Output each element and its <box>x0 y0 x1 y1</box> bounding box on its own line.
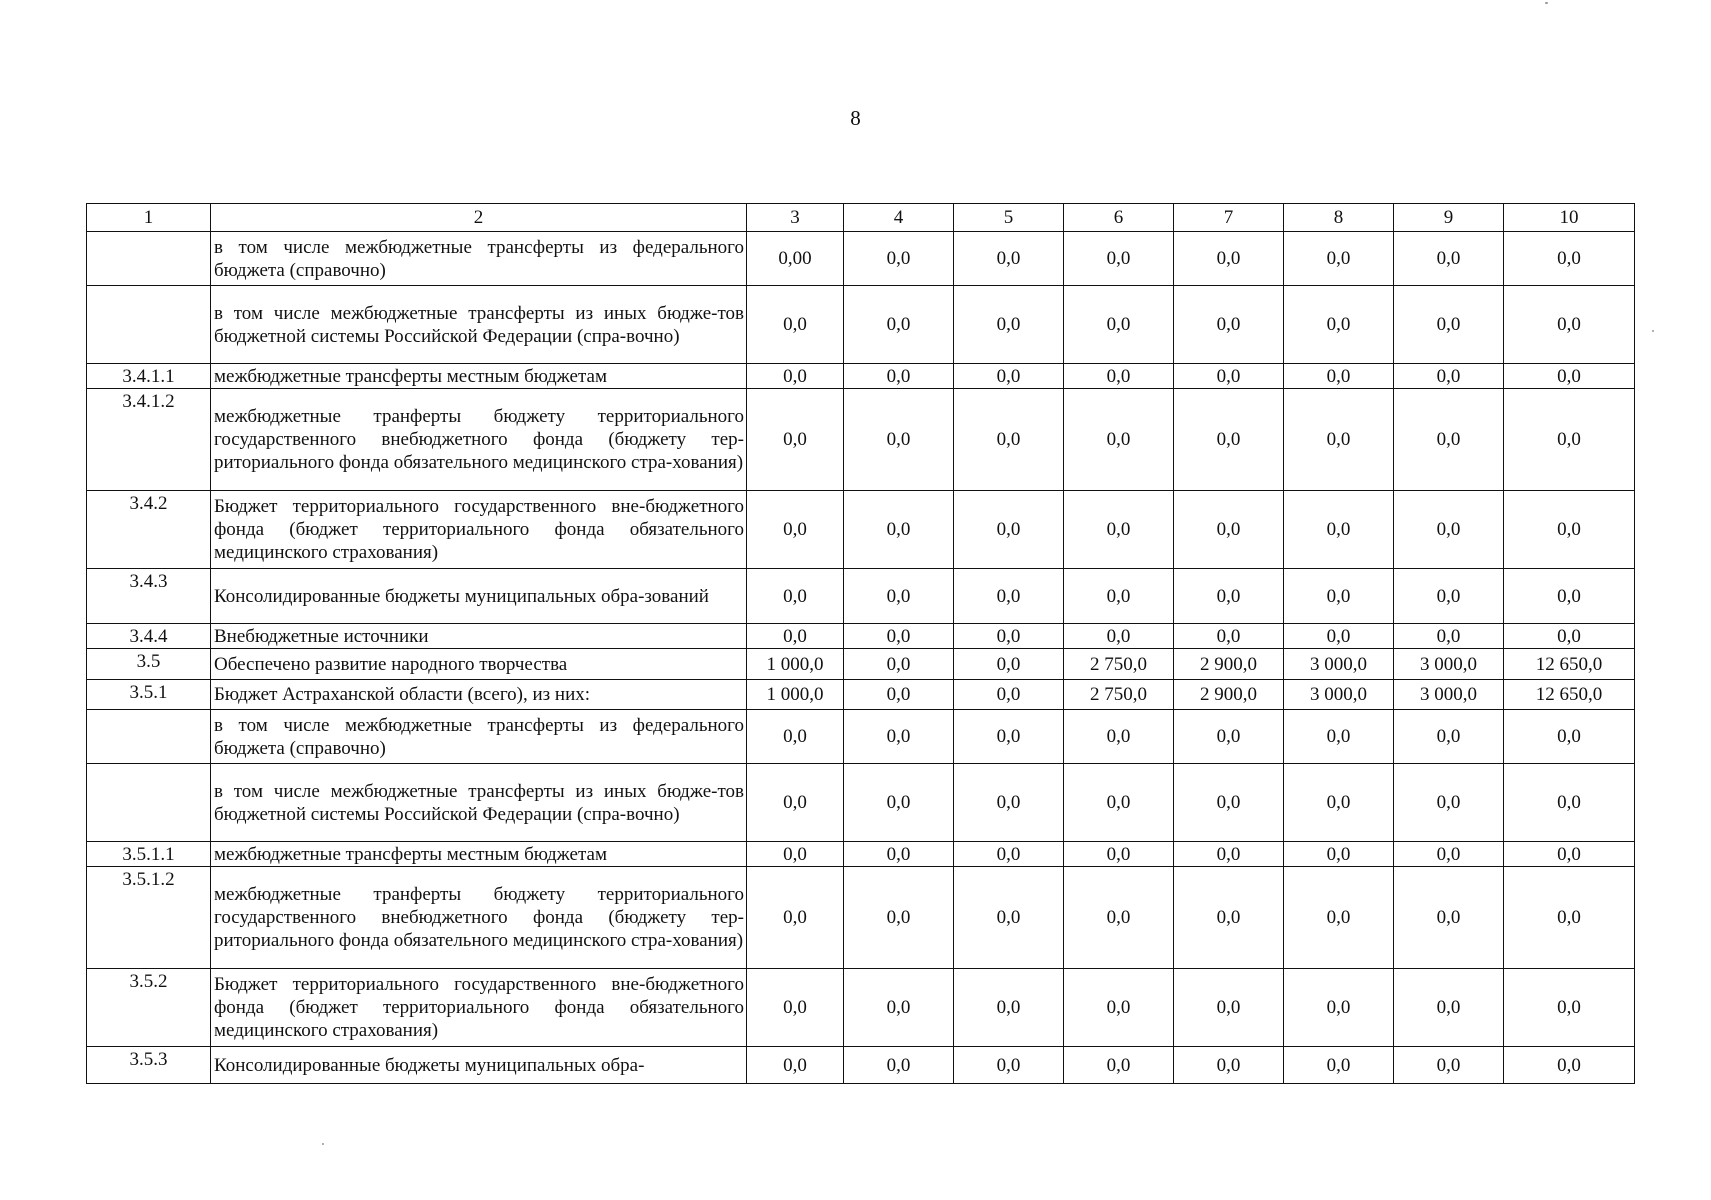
table-row <box>87 286 1635 364</box>
value-cell: 0,0 <box>954 491 1064 569</box>
value-cell: 0,0 <box>1394 232 1504 286</box>
value-cell: 0,0 <box>1504 842 1635 867</box>
value-cell: 0,0 <box>747 364 844 389</box>
value-cell: 0,0 <box>1064 969 1174 1047</box>
value-cell: 0,0 <box>1064 569 1174 624</box>
value-cell: 0,0 <box>747 569 844 624</box>
value-cell: 0,0 <box>1174 1047 1284 1084</box>
row-code-cell <box>87 232 211 286</box>
value-cell: 0,0 <box>1174 286 1284 364</box>
value-cell: 0,0 <box>1174 842 1284 867</box>
value-cell: 0,0 <box>1284 569 1394 624</box>
value-cell: 0,0 <box>1064 389 1174 491</box>
row-description-cell: Бюджет территориального государственного вне-бюджетного фонда (бюджет территориального фонда обязательного медицинского страхования) <box>211 491 747 569</box>
row-description-cell: межбюджетные трансферты местным бюджетам <box>211 364 747 389</box>
column-header: 2 <box>211 204 747 232</box>
value-cell: 0,0 <box>747 764 844 842</box>
value-cell: 0,0 <box>1174 389 1284 491</box>
table-row <box>87 680 1635 710</box>
value-cell: 0,0 <box>1394 364 1504 389</box>
value-cell: 2 900,0 <box>1174 680 1284 710</box>
value-cell: 0,0 <box>1174 232 1284 286</box>
value-cell: 1 000,0 <box>747 680 844 710</box>
value-cell: 0,0 <box>954 680 1064 710</box>
column-header: 5 <box>954 204 1064 232</box>
value-cell: 0,0 <box>1394 842 1504 867</box>
value-cell: 3 000,0 <box>1394 680 1504 710</box>
value-cell: 0,0 <box>1394 569 1504 624</box>
value-cell: 12 650,0 <box>1504 680 1635 710</box>
value-cell: 0,0 <box>1064 764 1174 842</box>
value-cell: 0,0 <box>844 764 954 842</box>
value-cell: 0,0 <box>954 842 1064 867</box>
value-cell: 0,0 <box>954 969 1064 1047</box>
table-row <box>87 842 1635 867</box>
scan-speck <box>322 1143 324 1145</box>
table-row <box>87 1047 1635 1084</box>
column-number-header-row <box>87 204 1635 232</box>
value-cell: 0,0 <box>1064 232 1174 286</box>
table-row <box>87 624 1635 649</box>
row-code-cell <box>87 710 211 764</box>
value-cell: 2 900,0 <box>1174 649 1284 680</box>
value-cell: 0,00 <box>747 232 844 286</box>
row-description-cell: Консолидированные бюджеты муниципальных обра-зований <box>211 569 747 624</box>
row-description-cell: в том числе межбюджетные трансферты из федерального бюджета (справочно) <box>211 710 747 764</box>
value-cell: 0,0 <box>1504 364 1635 389</box>
value-cell: 0,0 <box>1284 364 1394 389</box>
row-code-cell: 3.5.2 <box>87 969 211 1047</box>
value-cell: 0,0 <box>1394 624 1504 649</box>
value-cell: 0,0 <box>1174 764 1284 842</box>
value-cell: 0,0 <box>1064 867 1174 969</box>
column-header: 1 <box>87 204 211 232</box>
row-description-cell: Бюджет территориального государственного вне-бюджетного фонда (бюджет территориального фонда обязательного медицинского страхования) <box>211 969 747 1047</box>
value-cell: 0,0 <box>1504 710 1635 764</box>
column-header: 4 <box>844 204 954 232</box>
value-cell: 3 000,0 <box>1284 680 1394 710</box>
table-row <box>87 389 1635 491</box>
row-description-cell: Внебюджетные источники <box>211 624 747 649</box>
value-cell: 0,0 <box>1174 364 1284 389</box>
value-cell: 0,0 <box>844 569 954 624</box>
value-cell: 2 750,0 <box>1064 649 1174 680</box>
row-code-cell: 3.4.3 <box>87 569 211 624</box>
row-code-cell <box>87 764 211 842</box>
value-cell: 0,0 <box>1284 624 1394 649</box>
row-description-cell: межбюджетные транферты бюджету территориального государственного внебюджетного фонда (бюджету тер-риториального фонда обязательного медицинского стра-хования) <box>211 389 747 491</box>
value-cell: 0,0 <box>1284 969 1394 1047</box>
row-code-cell: 3.5 <box>87 649 211 680</box>
value-cell: 0,0 <box>1284 710 1394 764</box>
value-cell: 0,0 <box>1064 710 1174 764</box>
row-description-cell: Бюджет Астраханской области (всего), из них: <box>211 680 747 710</box>
value-cell: 1 000,0 <box>747 649 844 680</box>
value-cell: 0,0 <box>1504 1047 1635 1084</box>
value-cell: 0,0 <box>1174 624 1284 649</box>
row-description-cell: в том числе межбюджетные трансферты из федерального бюджета (справочно) <box>211 232 747 286</box>
value-cell: 0,0 <box>1174 569 1284 624</box>
value-cell: 0,0 <box>844 867 954 969</box>
value-cell: 0,0 <box>844 710 954 764</box>
value-cell: 0,0 <box>1064 624 1174 649</box>
value-cell: 0,0 <box>954 867 1064 969</box>
value-cell: 0,0 <box>1504 286 1635 364</box>
value-cell: 0,0 <box>1284 232 1394 286</box>
row-description-cell: межбюджетные транферты бюджету территориального государственного внебюджетного фонда (бюджету тер-риториального фонда обязательного медицинского стра-хования) <box>211 867 747 969</box>
row-code-cell: 3.4.1.2 <box>87 389 211 491</box>
value-cell: 0,0 <box>954 569 1064 624</box>
row-code-cell: 3.5.1 <box>87 680 211 710</box>
row-code-cell: 3.4.4 <box>87 624 211 649</box>
value-cell: 0,0 <box>844 286 954 364</box>
value-cell: 0,0 <box>954 389 1064 491</box>
value-cell: 0,0 <box>1394 286 1504 364</box>
table-row <box>87 764 1635 842</box>
value-cell: 0,0 <box>954 710 1064 764</box>
value-cell: 0,0 <box>747 710 844 764</box>
value-cell: 0,0 <box>844 842 954 867</box>
budget-table-container <box>86 203 1634 1084</box>
value-cell: 0,0 <box>1064 364 1174 389</box>
value-cell: 0,0 <box>1394 764 1504 842</box>
row-description-cell: межбюджетные трансферты местным бюджетам <box>211 842 747 867</box>
value-cell: 0,0 <box>954 1047 1064 1084</box>
value-cell: 0,0 <box>844 680 954 710</box>
column-header: 3 <box>747 204 844 232</box>
value-cell: 0,0 <box>954 649 1064 680</box>
value-cell: 0,0 <box>1504 232 1635 286</box>
value-cell: 0,0 <box>1394 710 1504 764</box>
column-header: 7 <box>1174 204 1284 232</box>
value-cell: 0,0 <box>1064 491 1174 569</box>
table-row <box>87 710 1635 764</box>
table-row <box>87 364 1635 389</box>
value-cell: 0,0 <box>954 764 1064 842</box>
column-header: 8 <box>1284 204 1394 232</box>
table-body <box>87 232 1635 1084</box>
value-cell: 0,0 <box>844 649 954 680</box>
value-cell: 0,0 <box>1394 389 1504 491</box>
value-cell: 0,0 <box>1504 389 1635 491</box>
value-cell: 0,0 <box>954 624 1064 649</box>
value-cell: 0,0 <box>1504 624 1635 649</box>
value-cell: 0,0 <box>954 232 1064 286</box>
value-cell: 0,0 <box>1064 286 1174 364</box>
page-number: 8 <box>850 106 861 130</box>
value-cell: 2 750,0 <box>1064 680 1174 710</box>
table-row <box>87 232 1635 286</box>
value-cell: 0,0 <box>1174 710 1284 764</box>
value-cell: 0,0 <box>844 491 954 569</box>
value-cell: 0,0 <box>747 624 844 649</box>
budget-table <box>86 203 1635 1084</box>
value-cell: 0,0 <box>844 969 954 1047</box>
value-cell: 0,0 <box>1394 867 1504 969</box>
value-cell: 0,0 <box>1504 491 1635 569</box>
value-cell: 0,0 <box>747 867 844 969</box>
value-cell: 0,0 <box>1284 286 1394 364</box>
value-cell: 0,0 <box>1284 842 1394 867</box>
value-cell: 0,0 <box>1504 867 1635 969</box>
value-cell: 0,0 <box>1064 842 1174 867</box>
value-cell: 0,0 <box>1064 1047 1174 1084</box>
table-row <box>87 867 1635 969</box>
value-cell: 3 000,0 <box>1394 649 1504 680</box>
value-cell: 0,0 <box>1504 969 1635 1047</box>
value-cell: 0,0 <box>1284 389 1394 491</box>
row-code-cell: 3.5.1.2 <box>87 867 211 969</box>
value-cell: 0,0 <box>747 1047 844 1084</box>
row-description-cell: в том числе межбюджетные трансферты из иных бюдже-тов бюджетной системы Российской Федерации (спра-вочно) <box>211 286 747 364</box>
value-cell: 0,0 <box>1394 491 1504 569</box>
value-cell: 0,0 <box>1174 867 1284 969</box>
value-cell: 0,0 <box>844 624 954 649</box>
row-description-cell: в том числе межбюджетные трансферты из иных бюдже-тов бюджетной системы Российской Федерации (спра-вочно) <box>211 764 747 842</box>
value-cell: 0,0 <box>954 286 1064 364</box>
column-header: 10 <box>1504 204 1635 232</box>
value-cell: 0,0 <box>1394 1047 1504 1084</box>
value-cell: 0,0 <box>1394 969 1504 1047</box>
value-cell: 0,0 <box>1284 867 1394 969</box>
row-code-cell: 3.4.2 <box>87 491 211 569</box>
value-cell: 0,0 <box>844 232 954 286</box>
table-row <box>87 491 1635 569</box>
table-row <box>87 969 1635 1047</box>
scan-speck <box>1545 2 1548 4</box>
value-cell: 0,0 <box>747 389 844 491</box>
row-code-cell: 3.4.1.1 <box>87 364 211 389</box>
value-cell: 0,0 <box>844 1047 954 1084</box>
row-code-cell <box>87 286 211 364</box>
value-cell: 0,0 <box>1174 969 1284 1047</box>
value-cell: 0,0 <box>747 286 844 364</box>
table-row <box>87 569 1635 624</box>
value-cell: 0,0 <box>1504 764 1635 842</box>
column-header: 6 <box>1064 204 1174 232</box>
row-code-cell: 3.5.3 <box>87 1047 211 1084</box>
value-cell: 0,0 <box>1174 491 1284 569</box>
column-header: 9 <box>1394 204 1504 232</box>
row-description-cell: Консолидированные бюджеты муниципальных обра- <box>211 1047 747 1084</box>
value-cell: 0,0 <box>747 842 844 867</box>
value-cell: 0,0 <box>954 364 1064 389</box>
row-code-cell: 3.5.1.1 <box>87 842 211 867</box>
value-cell: 12 650,0 <box>1504 649 1635 680</box>
value-cell: 0,0 <box>747 491 844 569</box>
row-description-cell: Обеспечено развитие народного творчества <box>211 649 747 680</box>
value-cell: 3 000,0 <box>1284 649 1394 680</box>
value-cell: 0,0 <box>844 389 954 491</box>
table-row <box>87 649 1635 680</box>
value-cell: 0,0 <box>747 969 844 1047</box>
value-cell: 0,0 <box>1504 569 1635 624</box>
scan-speck <box>1652 330 1654 332</box>
value-cell: 0,0 <box>844 364 954 389</box>
value-cell: 0,0 <box>1284 764 1394 842</box>
value-cell: 0,0 <box>1284 491 1394 569</box>
value-cell: 0,0 <box>1284 1047 1394 1084</box>
